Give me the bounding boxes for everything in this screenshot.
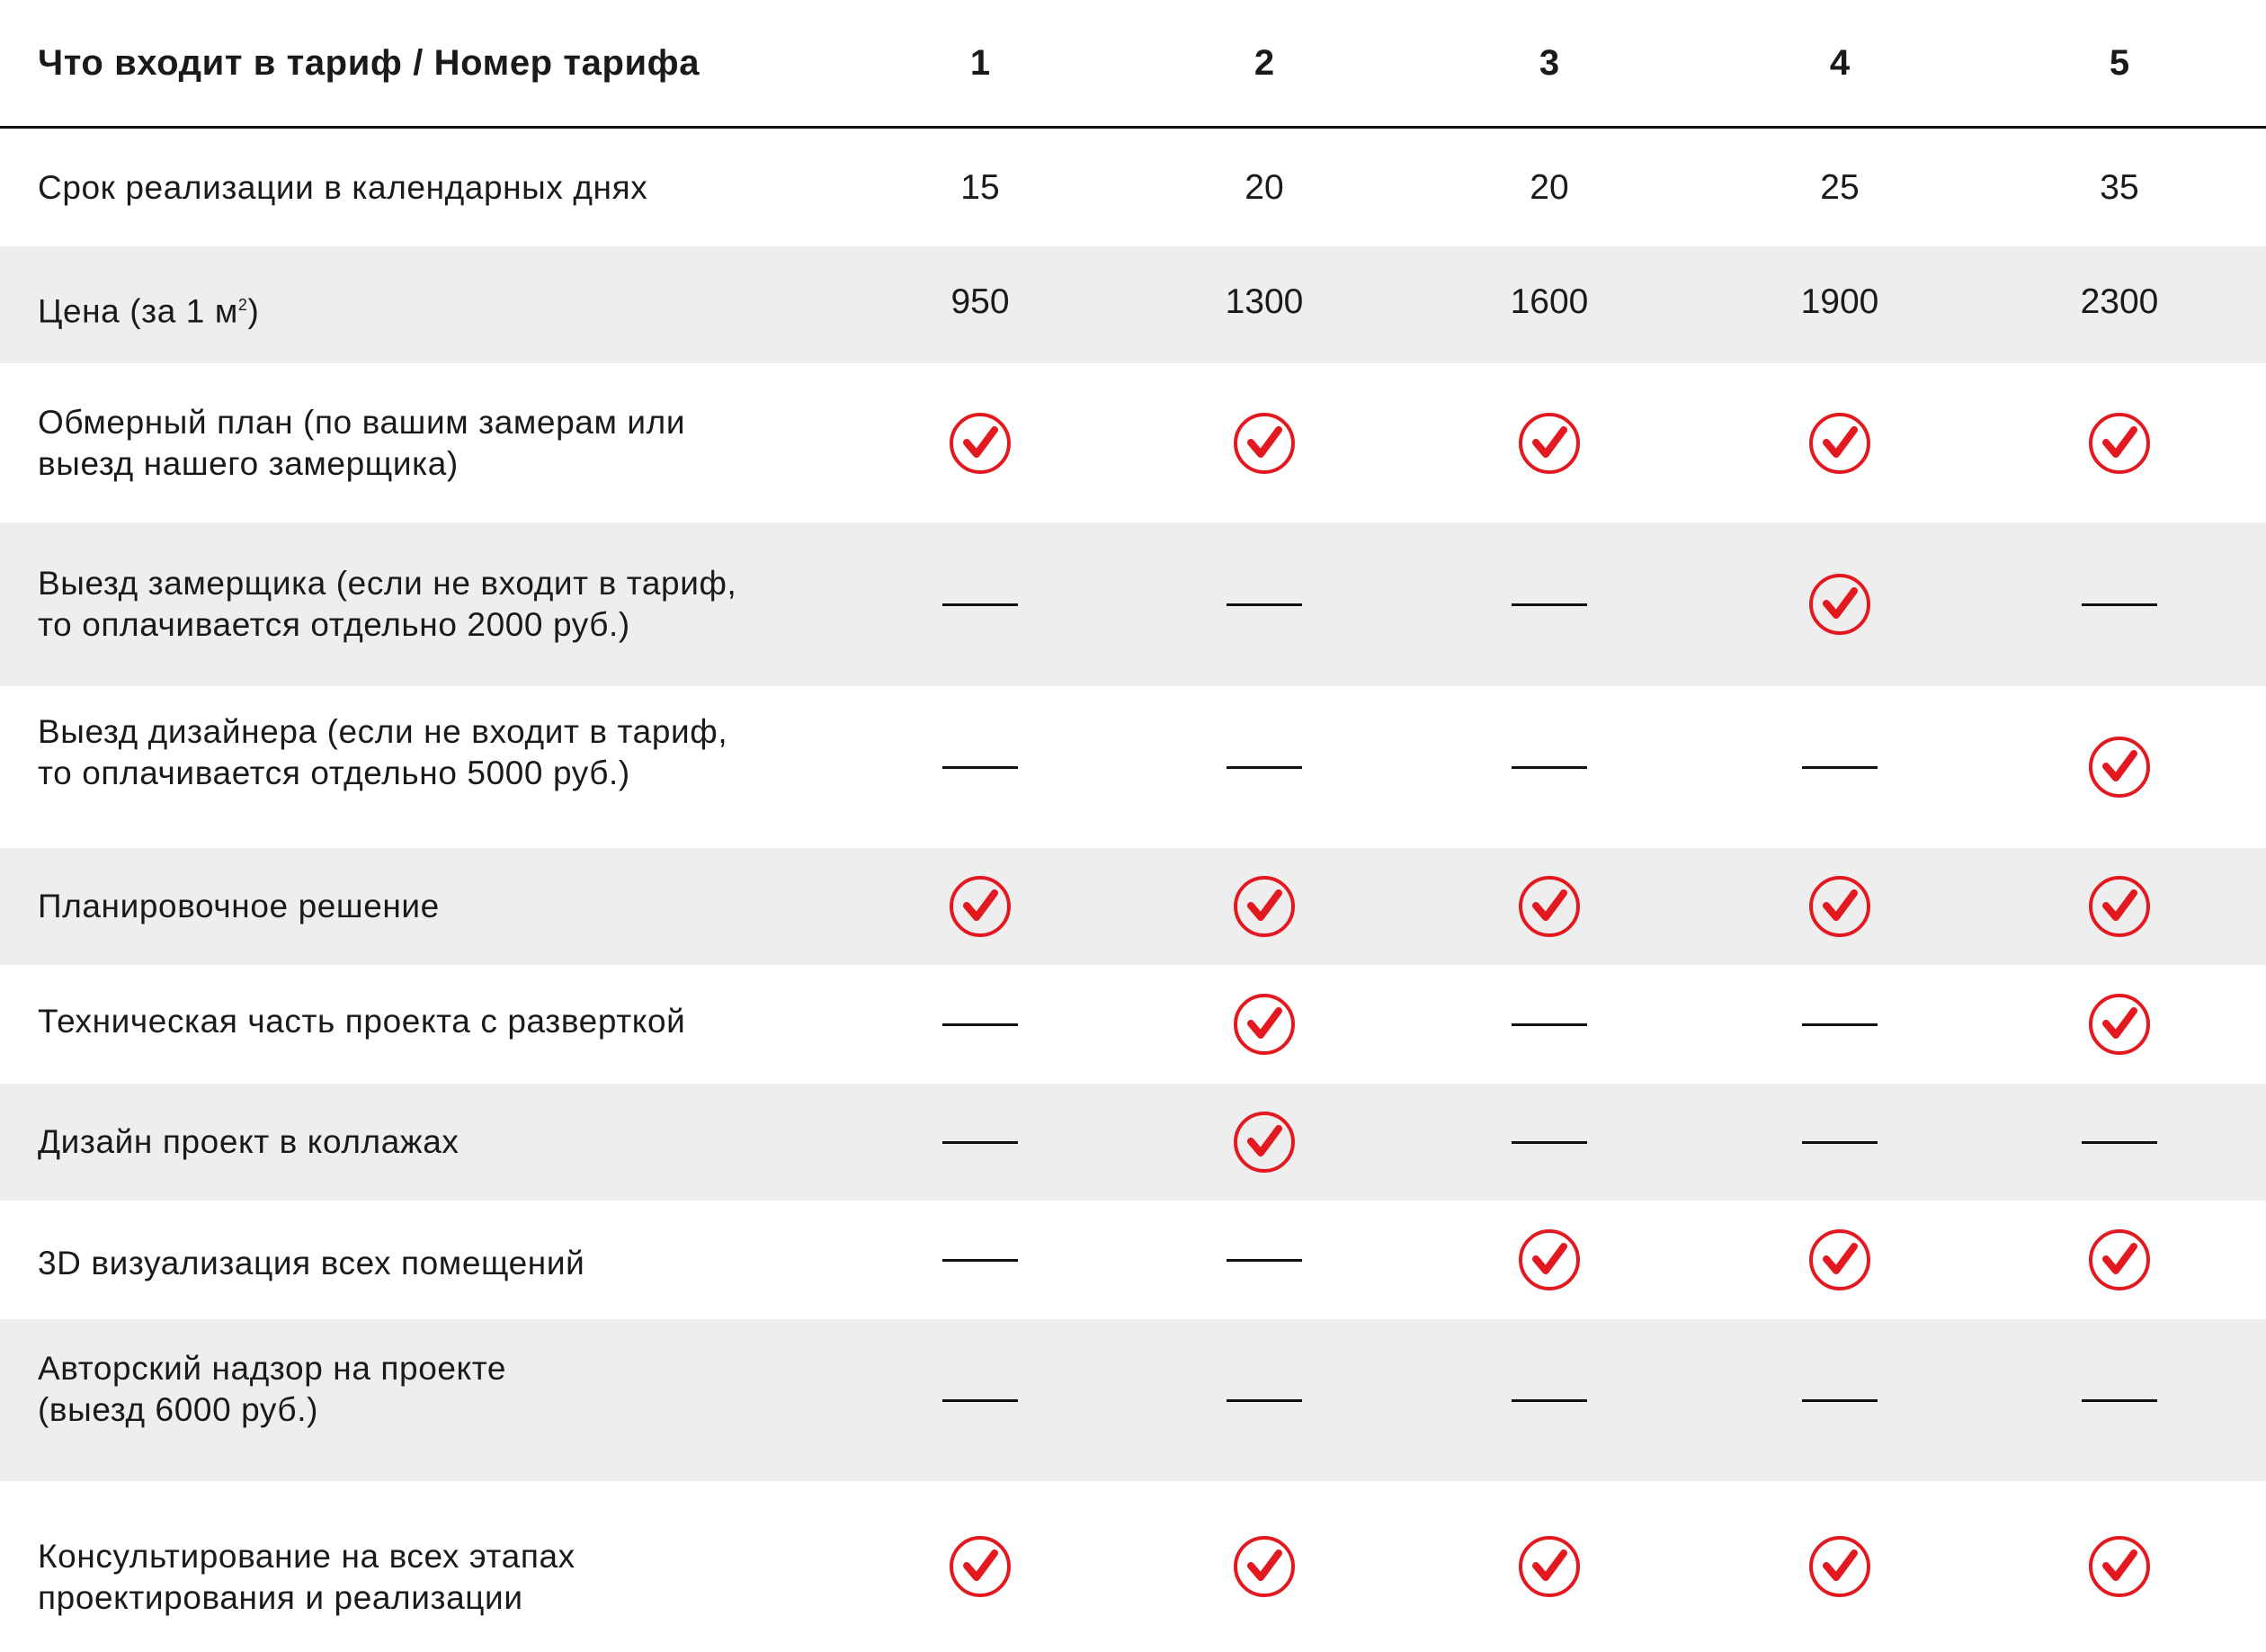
dash-icon bbox=[2030, 1399, 2209, 1402]
check-icon bbox=[1174, 411, 1354, 476]
row-label-line: Консультирование на всех этапах bbox=[38, 1538, 575, 1575]
check-icon bbox=[1750, 1228, 1930, 1292]
check-icon bbox=[1750, 411, 1930, 476]
cell-value: 1300 bbox=[1225, 282, 1304, 321]
dash-icon bbox=[1174, 1259, 1354, 1262]
dash-line bbox=[942, 1399, 1018, 1402]
row-label-text: Цена (за 1 м bbox=[38, 292, 238, 330]
cell-value: 20 bbox=[1530, 167, 1569, 207]
check-icon-svg bbox=[1807, 1534, 1872, 1599]
tariff-number: 3 bbox=[1539, 43, 1560, 83]
check-icon-svg bbox=[2087, 411, 2152, 476]
dash-line bbox=[2082, 603, 2157, 606]
check-icon bbox=[1459, 1534, 1639, 1599]
check-icon bbox=[1174, 1110, 1354, 1174]
dash-line bbox=[942, 1141, 1018, 1144]
dash-icon bbox=[1750, 1141, 1930, 1144]
dash-line bbox=[2082, 1141, 2157, 1144]
check-icon-svg bbox=[1517, 1228, 1582, 1292]
check-icon-svg bbox=[2087, 735, 2152, 799]
check-icon-svg bbox=[1807, 874, 1872, 939]
row-label-line: выезд нашего замерщика) bbox=[38, 444, 459, 482]
row-label bbox=[38, 1536, 847, 1619]
cell-value: 20 bbox=[1245, 167, 1284, 207]
superscript: 2 bbox=[237, 296, 248, 315]
dash-line bbox=[1227, 1399, 1302, 1402]
table-header bbox=[0, 0, 2266, 129]
row-label bbox=[38, 284, 847, 332]
check-icon bbox=[2030, 735, 2209, 799]
check-icon-svg bbox=[2087, 992, 2152, 1057]
dash-line bbox=[1512, 1141, 1587, 1144]
dash-icon bbox=[1459, 766, 1639, 769]
check-icon-svg bbox=[1232, 1110, 1297, 1174]
check-icon-svg bbox=[1517, 1534, 1582, 1599]
row-label: Дизайн проект в коллажах bbox=[38, 1123, 459, 1160]
row-label-line: Обмерный план (по вашим замерам или bbox=[38, 403, 686, 441]
row-label-line: то оплачивается отдельно 2000 руб.) bbox=[38, 606, 630, 643]
row-label-line: Авторский надзор на проекте bbox=[38, 1350, 507, 1387]
check-icon-svg bbox=[1807, 1228, 1872, 1292]
dash-line bbox=[2082, 1399, 2157, 1402]
check-icon bbox=[2030, 992, 2209, 1057]
dash-icon bbox=[1174, 766, 1354, 769]
dash-line bbox=[1227, 603, 1302, 606]
cell-value: 25 bbox=[1820, 167, 1860, 207]
table-row bbox=[0, 522, 2266, 686]
cell-value: 1900 bbox=[1800, 282, 1879, 321]
row-label bbox=[38, 1348, 847, 1431]
row-label bbox=[38, 402, 847, 485]
row-label: Техническая часть проекта с разверткой bbox=[38, 1003, 686, 1040]
check-icon bbox=[2030, 1228, 2209, 1292]
dash-line bbox=[1512, 603, 1587, 606]
check-icon-svg bbox=[1517, 411, 1582, 476]
check-icon bbox=[1174, 874, 1354, 939]
row-label: Срок реализации в календарных днях bbox=[38, 168, 648, 206]
check-icon bbox=[890, 411, 1070, 476]
check-icon-svg bbox=[1517, 874, 1582, 939]
table-row bbox=[0, 1084, 2266, 1201]
tariff-number: 2 bbox=[1253, 43, 1275, 83]
row-label-line: Выезд замерщика (если не входит в тариф, bbox=[38, 565, 737, 602]
tariff-number: 1 bbox=[969, 43, 991, 83]
dash-line bbox=[942, 1259, 1018, 1262]
dash-icon bbox=[890, 603, 1070, 606]
tariff-number: 4 bbox=[1829, 43, 1851, 83]
dash-line bbox=[1512, 1023, 1587, 1026]
dash-icon bbox=[890, 1141, 1070, 1144]
check-icon bbox=[1750, 572, 1930, 637]
check-icon-svg bbox=[948, 874, 1013, 939]
check-icon-svg bbox=[1807, 411, 1872, 476]
dash-line bbox=[942, 1023, 1018, 1026]
table-row bbox=[0, 363, 2266, 522]
row-label: 3D визуализация всех помещений bbox=[38, 1245, 585, 1281]
tariff-number: 5 bbox=[2109, 43, 2130, 83]
check-icon bbox=[1459, 411, 1639, 476]
dash-icon bbox=[2030, 1141, 2209, 1144]
dash-icon bbox=[890, 1399, 1070, 1402]
table-row bbox=[0, 965, 2266, 1084]
dash-icon bbox=[1459, 1399, 1639, 1402]
cell-value: 15 bbox=[960, 167, 1000, 207]
dash-line bbox=[1227, 766, 1302, 769]
row-label-line: то оплачивается отдельно 5000 руб.) bbox=[38, 755, 630, 791]
check-icon-svg bbox=[948, 1534, 1013, 1599]
check-icon bbox=[1174, 1534, 1354, 1599]
dash-icon bbox=[1459, 1141, 1639, 1144]
check-icon bbox=[2030, 411, 2209, 476]
check-icon bbox=[1459, 874, 1639, 939]
check-icon bbox=[1174, 992, 1354, 1057]
dash-line bbox=[1512, 1399, 1587, 1402]
check-icon-svg bbox=[2087, 874, 2152, 939]
table-row bbox=[0, 1201, 2266, 1319]
table-row bbox=[0, 246, 2266, 363]
row-label-line: проектирования и реализации bbox=[38, 1579, 523, 1616]
check-icon-svg bbox=[1232, 874, 1297, 939]
check-icon bbox=[1459, 1228, 1639, 1292]
dash-line bbox=[1802, 766, 1878, 769]
dash-icon bbox=[1750, 1399, 1930, 1402]
dash-icon bbox=[1459, 1023, 1639, 1026]
table-row bbox=[0, 1481, 2266, 1652]
dash-line bbox=[942, 603, 1018, 606]
check-icon bbox=[1750, 874, 1930, 939]
check-icon-svg bbox=[1232, 411, 1297, 476]
cell-value: 1600 bbox=[1510, 282, 1589, 321]
check-icon-svg bbox=[1232, 1534, 1297, 1599]
dash-icon bbox=[1459, 603, 1639, 606]
check-icon-svg bbox=[1807, 572, 1872, 637]
check-icon-svg bbox=[2087, 1228, 2152, 1292]
cell-value: 2300 bbox=[2080, 282, 2159, 321]
row-label-line: Выезд дизайнера (если не входит в тариф, bbox=[38, 713, 728, 750]
check-icon-svg bbox=[1232, 992, 1297, 1057]
dash-icon bbox=[890, 766, 1070, 769]
check-icon bbox=[1750, 1534, 1930, 1599]
table-row bbox=[0, 686, 2266, 848]
row-label: Планировочное решение bbox=[38, 888, 440, 924]
check-icon bbox=[890, 1534, 1070, 1599]
dash-line bbox=[1512, 766, 1587, 769]
dash-icon bbox=[1174, 603, 1354, 606]
check-icon bbox=[2030, 1534, 2209, 1599]
dash-line bbox=[1227, 1259, 1302, 1262]
check-icon-svg bbox=[948, 411, 1013, 476]
check-icon-svg bbox=[2087, 1534, 2152, 1599]
dash-icon bbox=[1750, 1023, 1930, 1026]
row-label-line: (выезд 6000 руб.) bbox=[38, 1391, 319, 1428]
cell-value: 950 bbox=[950, 282, 1010, 321]
dash-line bbox=[942, 766, 1018, 769]
table-row bbox=[0, 129, 2266, 246]
dash-line bbox=[1802, 1141, 1878, 1144]
header-label: Что входит в тариф / Номер тарифа bbox=[38, 43, 700, 83]
cell-value: 35 bbox=[2100, 167, 2139, 207]
dash-icon bbox=[890, 1259, 1070, 1262]
check-icon bbox=[2030, 874, 2209, 939]
row-label bbox=[38, 563, 847, 646]
check-icon bbox=[890, 874, 1070, 939]
dash-icon bbox=[890, 1023, 1070, 1026]
dash-line bbox=[1802, 1023, 1878, 1026]
row-label-text: ) bbox=[247, 292, 260, 330]
row-label bbox=[38, 711, 847, 794]
table-row bbox=[0, 848, 2266, 965]
dash-icon bbox=[1750, 766, 1930, 769]
dash-line bbox=[1802, 1399, 1878, 1402]
table-row bbox=[0, 1319, 2266, 1481]
dash-icon bbox=[2030, 603, 2209, 606]
dash-icon bbox=[1174, 1399, 1354, 1402]
